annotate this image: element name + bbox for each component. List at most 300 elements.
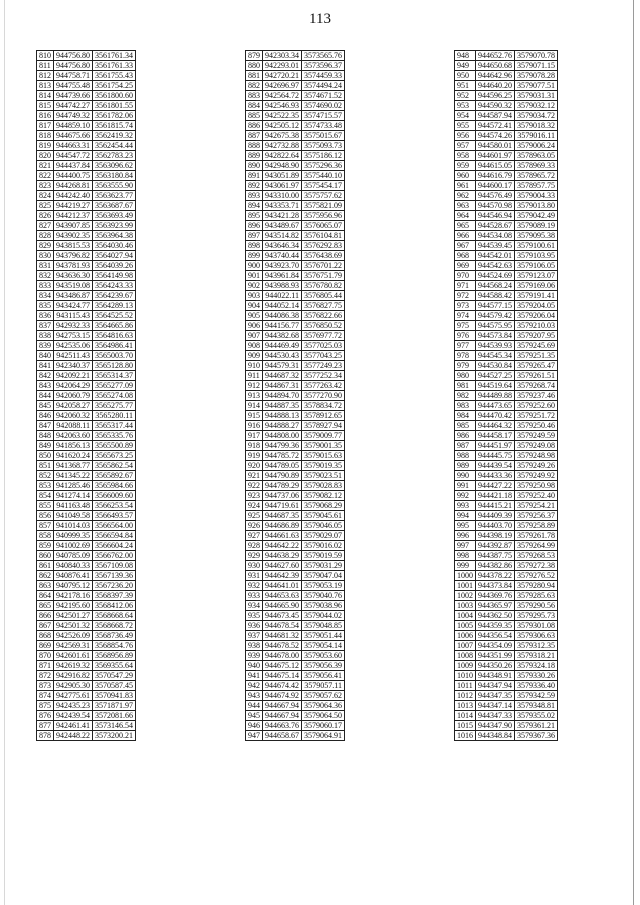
y-coordinate: 3574690.02 bbox=[302, 101, 345, 111]
point-number: 822 bbox=[37, 171, 54, 181]
x-coordinate: 943907.85 bbox=[54, 221, 93, 231]
y-coordinate: 3579324.18 bbox=[515, 661, 558, 671]
y-coordinate: 3563096.62 bbox=[93, 161, 136, 171]
x-coordinate: 942064.29 bbox=[54, 381, 93, 391]
y-coordinate: 3563687.67 bbox=[93, 201, 136, 211]
point-number: 848 bbox=[37, 431, 54, 441]
table-row bbox=[37, 131, 136, 141]
y-coordinate: 3577270.90 bbox=[302, 391, 345, 401]
point-number: 891 bbox=[246, 171, 263, 181]
x-coordinate: 941368.77 bbox=[54, 461, 93, 471]
point-number: 914 bbox=[246, 401, 263, 411]
point-number: 994 bbox=[455, 511, 476, 521]
x-coordinate: 942505.12 bbox=[263, 121, 302, 131]
table-row bbox=[37, 711, 136, 721]
point-number: 843 bbox=[37, 381, 54, 391]
point-number: 908 bbox=[246, 341, 263, 351]
y-coordinate: 3579048.85 bbox=[302, 621, 345, 631]
table-row bbox=[246, 381, 345, 391]
table-row bbox=[455, 511, 558, 521]
point-number: 841 bbox=[37, 361, 54, 371]
point-number: 1016 bbox=[455, 731, 476, 741]
x-coordinate: 944580.01 bbox=[476, 141, 515, 151]
point-number: 817 bbox=[37, 121, 54, 131]
point-number: 920 bbox=[246, 461, 263, 471]
point-number: 964 bbox=[455, 211, 476, 221]
table-row bbox=[37, 421, 136, 431]
y-coordinate: 3579044.02 bbox=[302, 611, 345, 621]
point-number: 1008 bbox=[455, 651, 476, 661]
y-coordinate: 3566594.84 bbox=[93, 531, 136, 541]
table-row bbox=[455, 171, 558, 181]
table-row bbox=[455, 221, 558, 231]
point-number: 916 bbox=[246, 421, 263, 431]
y-coordinate: 3579285.63 bbox=[515, 591, 558, 601]
x-coordinate: 944573.84 bbox=[476, 331, 515, 341]
point-number: 882 bbox=[246, 81, 263, 91]
table-row bbox=[455, 601, 558, 611]
table-row bbox=[246, 251, 345, 261]
x-coordinate: 944859.10 bbox=[54, 121, 93, 131]
y-coordinate: 3573146.54 bbox=[93, 721, 136, 731]
y-coordinate: 3579054.14 bbox=[302, 641, 345, 651]
y-coordinate: 3567139.36 bbox=[93, 571, 136, 581]
point-number: 962 bbox=[455, 191, 476, 201]
table-row bbox=[37, 401, 136, 411]
y-coordinate: 3579330.26 bbox=[515, 671, 558, 681]
table-row bbox=[455, 201, 558, 211]
y-coordinate: 3565314.37 bbox=[93, 371, 136, 381]
table-row bbox=[37, 361, 136, 371]
x-coordinate: 944758.71 bbox=[54, 71, 93, 81]
table-row bbox=[37, 101, 136, 111]
point-number: 974 bbox=[455, 311, 476, 321]
x-coordinate: 942178.16 bbox=[54, 591, 93, 601]
x-coordinate: 943796.82 bbox=[54, 251, 93, 261]
point-number: 913 bbox=[246, 391, 263, 401]
point-number: 972 bbox=[455, 291, 476, 301]
y-coordinate: 3579042.49 bbox=[515, 211, 558, 221]
point-number: 887 bbox=[246, 131, 263, 141]
table-row bbox=[37, 211, 136, 221]
point-number: 855 bbox=[37, 501, 54, 511]
y-coordinate: 3579248.98 bbox=[515, 451, 558, 461]
point-number: 921 bbox=[246, 471, 263, 481]
y-coordinate: 3578927.94 bbox=[302, 421, 345, 431]
x-coordinate: 944808.00 bbox=[263, 431, 302, 441]
point-number: 838 bbox=[37, 331, 54, 341]
table-row bbox=[37, 541, 136, 551]
point-number: 879 bbox=[246, 51, 263, 61]
x-coordinate: 944530.84 bbox=[476, 361, 515, 371]
point-number: 903 bbox=[246, 291, 263, 301]
table-row bbox=[37, 731, 136, 741]
table-row bbox=[37, 661, 136, 671]
x-coordinate: 941285.46 bbox=[54, 481, 93, 491]
y-coordinate: 3561782.06 bbox=[93, 111, 136, 121]
x-coordinate: 944458.17 bbox=[476, 431, 515, 441]
table-row bbox=[37, 51, 136, 61]
point-number: 918 bbox=[246, 441, 263, 451]
x-coordinate: 943489.67 bbox=[263, 221, 302, 231]
y-coordinate: 3579089.19 bbox=[515, 221, 558, 231]
x-coordinate: 943646.34 bbox=[263, 241, 302, 251]
y-coordinate: 3579053.19 bbox=[302, 581, 345, 591]
point-number: 966 bbox=[455, 231, 476, 241]
table-row bbox=[37, 271, 136, 281]
point-number: 878 bbox=[37, 731, 54, 741]
y-coordinate: 3575454.17 bbox=[302, 181, 345, 191]
table-row bbox=[37, 721, 136, 731]
point-number: 824 bbox=[37, 191, 54, 201]
y-coordinate: 3577252.34 bbox=[302, 371, 345, 381]
point-number: 1007 bbox=[455, 641, 476, 651]
table-row bbox=[37, 161, 136, 171]
y-coordinate: 3565335.76 bbox=[93, 431, 136, 441]
table-row bbox=[455, 651, 558, 661]
table-row bbox=[246, 681, 345, 691]
point-number: 909 bbox=[246, 351, 263, 361]
y-coordinate: 3568668.72 bbox=[93, 621, 136, 631]
y-coordinate: 3578912.65 bbox=[302, 411, 345, 421]
y-coordinate: 3576701.22 bbox=[302, 261, 345, 271]
point-number: 991 bbox=[455, 481, 476, 491]
point-number: 987 bbox=[455, 441, 476, 451]
y-coordinate: 3576065.07 bbox=[302, 221, 345, 231]
point-number: 949 bbox=[455, 61, 476, 71]
point-number: 837 bbox=[37, 321, 54, 331]
y-coordinate: 3579078.28 bbox=[515, 71, 558, 81]
point-number: 845 bbox=[37, 401, 54, 411]
y-coordinate: 3579295.73 bbox=[515, 611, 558, 621]
point-number: 1001 bbox=[455, 581, 476, 591]
y-coordinate: 3579009.77 bbox=[302, 431, 345, 441]
scan-left-edge bbox=[4, 0, 5, 905]
x-coordinate: 942535.06 bbox=[54, 341, 93, 351]
table-row bbox=[455, 591, 558, 601]
table-row bbox=[37, 381, 136, 391]
y-coordinate: 3574715.57 bbox=[302, 111, 345, 121]
point-number: 906 bbox=[246, 321, 263, 331]
table-row bbox=[246, 651, 345, 661]
y-coordinate: 3579013.80 bbox=[515, 201, 558, 211]
table-row bbox=[455, 281, 558, 291]
x-coordinate: 944156.77 bbox=[263, 321, 302, 331]
table-row bbox=[455, 661, 558, 671]
y-coordinate: 3561801.55 bbox=[93, 101, 136, 111]
table-row bbox=[37, 461, 136, 471]
table-row bbox=[246, 711, 345, 721]
table-row bbox=[246, 371, 345, 381]
y-coordinate: 3579280.94 bbox=[515, 581, 558, 591]
x-coordinate: 944888.27 bbox=[263, 421, 302, 431]
table-row bbox=[37, 371, 136, 381]
y-coordinate: 3575956.96 bbox=[302, 211, 345, 221]
table-row bbox=[455, 501, 558, 511]
point-number: 1014 bbox=[455, 711, 476, 721]
x-coordinate: 944674.92 bbox=[263, 691, 302, 701]
table-row bbox=[455, 151, 558, 161]
table-row bbox=[246, 571, 345, 581]
y-coordinate: 3562783.23 bbox=[93, 151, 136, 161]
y-coordinate: 3579355.02 bbox=[515, 711, 558, 721]
point-number: 854 bbox=[37, 491, 54, 501]
x-coordinate: 944268.81 bbox=[54, 181, 93, 191]
table-row bbox=[455, 461, 558, 471]
x-coordinate: 944600.17 bbox=[476, 181, 515, 191]
y-coordinate: 3576977.72 bbox=[302, 331, 345, 341]
x-coordinate: 943902.35 bbox=[54, 231, 93, 241]
x-coordinate: 944678.52 bbox=[263, 641, 302, 651]
point-number: 911 bbox=[246, 371, 263, 381]
point-number: 996 bbox=[455, 531, 476, 541]
y-coordinate: 3579057.62 bbox=[302, 691, 345, 701]
x-coordinate: 943961.84 bbox=[263, 271, 302, 281]
y-coordinate: 3579077.51 bbox=[515, 81, 558, 91]
x-coordinate: 943051.89 bbox=[263, 171, 302, 181]
x-coordinate: 941049.58 bbox=[54, 511, 93, 521]
y-coordinate: 3579264.99 bbox=[515, 541, 558, 551]
point-number: 990 bbox=[455, 471, 476, 481]
table-row bbox=[455, 401, 558, 411]
point-number: 973 bbox=[455, 301, 476, 311]
table-row bbox=[246, 391, 345, 401]
table-row bbox=[246, 331, 345, 341]
point-number: 893 bbox=[246, 191, 263, 201]
point-number: 810 bbox=[37, 51, 54, 61]
x-coordinate: 944894.70 bbox=[263, 391, 302, 401]
point-number: 935 bbox=[246, 611, 263, 621]
y-coordinate: 3579272.38 bbox=[515, 561, 558, 571]
point-number: 937 bbox=[246, 631, 263, 641]
table-row bbox=[455, 291, 558, 301]
table-row bbox=[246, 351, 345, 361]
x-coordinate: 944433.36 bbox=[476, 471, 515, 481]
x-coordinate: 944348.91 bbox=[476, 671, 515, 681]
point-number: 869 bbox=[37, 641, 54, 651]
x-coordinate: 940795.12 bbox=[54, 581, 93, 591]
x-coordinate: 944653.63 bbox=[263, 591, 302, 601]
x-coordinate: 942435.23 bbox=[54, 701, 93, 711]
y-coordinate: 3578969.33 bbox=[515, 161, 558, 171]
y-coordinate: 3575296.36 bbox=[302, 161, 345, 171]
x-coordinate: 944473.65 bbox=[476, 401, 515, 411]
y-coordinate: 3565673.25 bbox=[93, 451, 136, 461]
y-coordinate: 3566762.00 bbox=[93, 551, 136, 561]
point-number: 1005 bbox=[455, 621, 476, 631]
point-number: 1011 bbox=[455, 681, 476, 691]
y-coordinate: 3567236.20 bbox=[93, 581, 136, 591]
y-coordinate: 3565280.11 bbox=[93, 411, 136, 421]
point-number: 1009 bbox=[455, 661, 476, 671]
table-row bbox=[37, 471, 136, 481]
y-coordinate: 3578957.75 bbox=[515, 181, 558, 191]
x-coordinate: 944546.94 bbox=[476, 211, 515, 221]
x-coordinate: 944790.89 bbox=[263, 471, 302, 481]
x-coordinate: 942060.79 bbox=[54, 391, 93, 401]
y-coordinate: 3566564.00 bbox=[93, 521, 136, 531]
table-row bbox=[246, 421, 345, 431]
x-coordinate: 942916.82 bbox=[54, 671, 93, 681]
table-row bbox=[455, 61, 558, 71]
y-coordinate: 3579032.12 bbox=[515, 101, 558, 111]
table-row bbox=[246, 701, 345, 711]
x-coordinate: 942092.21 bbox=[54, 371, 93, 381]
x-coordinate: 944568.24 bbox=[476, 281, 515, 291]
table-row bbox=[37, 611, 136, 621]
point-number: 993 bbox=[455, 501, 476, 511]
x-coordinate: 944365.97 bbox=[476, 601, 515, 611]
x-coordinate: 944470.42 bbox=[476, 411, 515, 421]
point-number: 873 bbox=[37, 681, 54, 691]
table-row bbox=[246, 461, 345, 471]
table-row bbox=[455, 351, 558, 361]
table-row bbox=[455, 521, 558, 531]
point-number: 978 bbox=[455, 351, 476, 361]
table-row bbox=[37, 331, 136, 341]
y-coordinate: 3574494.24 bbox=[302, 81, 345, 91]
x-coordinate: 943514.82 bbox=[263, 231, 302, 241]
table-row bbox=[37, 561, 136, 571]
table-row bbox=[246, 661, 345, 671]
table-row bbox=[455, 471, 558, 481]
table-row bbox=[455, 451, 558, 461]
point-number: 871 bbox=[37, 661, 54, 671]
y-coordinate: 3566009.60 bbox=[93, 491, 136, 501]
x-coordinate: 940840.33 bbox=[54, 561, 93, 571]
x-coordinate: 944351.99 bbox=[476, 651, 515, 661]
table-row bbox=[455, 411, 558, 421]
point-number: 930 bbox=[246, 561, 263, 571]
point-number: 853 bbox=[37, 481, 54, 491]
y-coordinate: 3564039.26 bbox=[93, 261, 136, 271]
point-number: 986 bbox=[455, 431, 476, 441]
y-coordinate: 3568736.49 bbox=[93, 631, 136, 641]
table-row bbox=[455, 341, 558, 351]
table-row bbox=[37, 581, 136, 591]
table-row bbox=[246, 71, 345, 81]
y-coordinate: 3564289.13 bbox=[93, 301, 136, 311]
table-row bbox=[455, 121, 558, 131]
x-coordinate: 944756.80 bbox=[54, 61, 93, 71]
table-row bbox=[37, 171, 136, 181]
x-coordinate: 944398.19 bbox=[476, 531, 515, 541]
x-coordinate: 942753.15 bbox=[54, 331, 93, 341]
y-coordinate: 3579064.91 bbox=[302, 731, 345, 741]
point-number: 812 bbox=[37, 71, 54, 81]
point-number: 895 bbox=[246, 211, 263, 221]
y-coordinate: 3579312.35 bbox=[515, 641, 558, 651]
point-number: 863 bbox=[37, 581, 54, 591]
x-coordinate: 942905.30 bbox=[54, 681, 93, 691]
x-coordinate: 944409.39 bbox=[476, 511, 515, 521]
x-coordinate: 944675.14 bbox=[263, 671, 302, 681]
y-coordinate: 3579191.41 bbox=[515, 291, 558, 301]
x-coordinate: 943421.28 bbox=[263, 211, 302, 221]
y-coordinate: 3563923.99 bbox=[93, 221, 136, 231]
point-number: 933 bbox=[246, 591, 263, 601]
x-coordinate: 944616.79 bbox=[476, 171, 515, 181]
x-coordinate: 944650.68 bbox=[476, 61, 515, 71]
y-coordinate: 3579261.51 bbox=[515, 371, 558, 381]
x-coordinate: 944530.43 bbox=[263, 351, 302, 361]
y-coordinate: 3576805.44 bbox=[302, 291, 345, 301]
x-coordinate: 944785.72 bbox=[263, 451, 302, 461]
table-row bbox=[246, 121, 345, 131]
table-row bbox=[37, 291, 136, 301]
x-coordinate: 942526.09 bbox=[54, 631, 93, 641]
x-coordinate: 944542.63 bbox=[476, 261, 515, 271]
table-row bbox=[37, 261, 136, 271]
y-coordinate: 3579268.53 bbox=[515, 551, 558, 561]
x-coordinate: 941274.14 bbox=[54, 491, 93, 501]
x-coordinate: 944400.75 bbox=[54, 171, 93, 181]
y-coordinate: 3579047.04 bbox=[302, 571, 345, 581]
point-number: 982 bbox=[455, 391, 476, 401]
y-coordinate: 3561761.34 bbox=[93, 51, 136, 61]
x-coordinate: 942775.61 bbox=[54, 691, 93, 701]
y-coordinate: 3574733.48 bbox=[302, 121, 345, 131]
x-coordinate: 941002.69 bbox=[54, 541, 93, 551]
y-coordinate: 3568397.39 bbox=[93, 591, 136, 601]
y-coordinate: 3565317.44 bbox=[93, 421, 136, 431]
table-row bbox=[246, 521, 345, 531]
y-coordinate: 3568412.06 bbox=[93, 601, 136, 611]
table-row bbox=[37, 671, 136, 681]
y-coordinate: 3576850.52 bbox=[302, 321, 345, 331]
x-coordinate: 943923.70 bbox=[263, 261, 302, 271]
y-coordinate: 3579016.02 bbox=[302, 541, 345, 551]
table-row bbox=[246, 91, 345, 101]
table-row bbox=[246, 141, 345, 151]
point-number: 907 bbox=[246, 331, 263, 341]
point-number: 953 bbox=[455, 101, 476, 111]
point-number: 860 bbox=[37, 551, 54, 561]
y-coordinate: 3568956.89 bbox=[93, 651, 136, 661]
point-number: 952 bbox=[455, 91, 476, 101]
y-coordinate: 3577043.25 bbox=[302, 351, 345, 361]
x-coordinate: 944415.21 bbox=[476, 501, 515, 511]
y-coordinate: 3563693.49 bbox=[93, 211, 136, 221]
y-coordinate: 3579106.05 bbox=[515, 261, 558, 271]
y-coordinate: 3575821.09 bbox=[302, 201, 345, 211]
y-coordinate: 3561755.43 bbox=[93, 71, 136, 81]
table-row bbox=[455, 731, 558, 741]
point-number: 929 bbox=[246, 551, 263, 561]
table-row bbox=[246, 721, 345, 731]
x-coordinate: 944052.14 bbox=[263, 301, 302, 311]
x-coordinate: 944439.54 bbox=[476, 461, 515, 471]
y-coordinate: 3579249.26 bbox=[515, 461, 558, 471]
x-coordinate: 944359.35 bbox=[476, 621, 515, 631]
y-coordinate: 3564239.67 bbox=[93, 291, 136, 301]
table-row bbox=[246, 341, 345, 351]
x-coordinate: 944547.72 bbox=[54, 151, 93, 161]
y-coordinate: 3565275.77 bbox=[93, 401, 136, 411]
point-number: 995 bbox=[455, 521, 476, 531]
x-coordinate: 944219.27 bbox=[54, 201, 93, 211]
y-coordinate: 3579249.08 bbox=[515, 441, 558, 451]
point-number: 981 bbox=[455, 381, 476, 391]
point-number: 1006 bbox=[455, 631, 476, 641]
x-coordinate: 944681.32 bbox=[263, 631, 302, 641]
x-coordinate: 943519.08 bbox=[54, 281, 93, 291]
y-coordinate: 3579056.39 bbox=[302, 661, 345, 671]
point-number: 816 bbox=[37, 111, 54, 121]
table-row bbox=[455, 251, 558, 261]
table-row bbox=[37, 321, 136, 331]
point-number: 830 bbox=[37, 251, 54, 261]
